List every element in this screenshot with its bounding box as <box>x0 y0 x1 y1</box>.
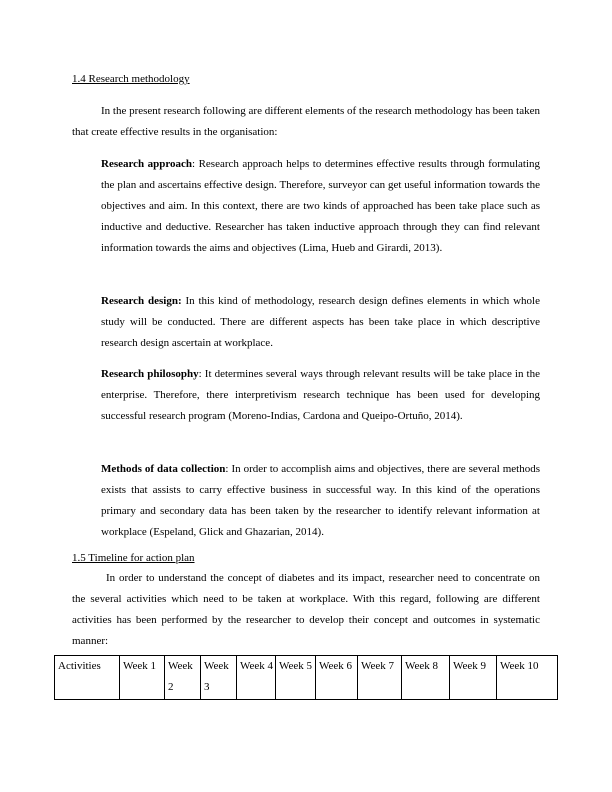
table-header-cell: Week 7 <box>358 656 402 700</box>
table-header-cell: Activities <box>55 656 120 700</box>
item-research-design <box>101 291 540 354</box>
table-header-cell: Week 10 <box>497 656 558 700</box>
table-header-cell: Week 5 <box>276 656 316 700</box>
table-header-cell: Week 2 <box>165 656 201 700</box>
table-header-cell: Week 6 <box>316 656 358 700</box>
item-term: Research design: <box>101 295 182 307</box>
timeline-table <box>54 655 558 700</box>
item-text: It determines several ways through relevant results will be take place in the enterprise. Therefore, there interpretivism research technique has been used for developing successful research program (Moreno-Indias, Cardona and Queipo-Ortuño, 2014). <box>101 368 540 422</box>
item-sep: : <box>192 158 196 170</box>
table-header-cell: Week 8 <box>402 656 450 700</box>
item-sep: : <box>198 368 202 380</box>
table-header-cell: Week 9 <box>450 656 497 700</box>
section-1-5-heading: 1.5 Timeline for action plan <box>72 552 195 564</box>
section-1-4-heading: 1.4 Research methodology <box>72 73 190 85</box>
item-term: Methods of data collection <box>101 463 226 475</box>
item-research-philosophy <box>101 364 540 427</box>
section-1-4-intro: In the present research following are different elements of the research methodology has been taken that create effective results in the organisation: <box>72 105 541 138</box>
item-text: In order to accomplish aims and objectives, there are several methods exists that assists to carry effective business in successful way. In this kind of the operations primary and secondary data has been taken by the researcher to identify relevant information at workplace (Espeland, Glick and Ghazarian, 2014). <box>101 463 540 538</box>
item-text: Research approach helps to determines effective results through formulating the plan and ascertains effective design. Therefore, surveyor can get useful information towards the objectives and aim. In this context, there are two kinds of approached has been take place such as inductive and deductive. Researcher has taken inductive approach through they can find relevant information towards the aims and objectives (Lima, Hueb and Girardi, 2013). <box>101 158 540 254</box>
item-text: In this kind of methodology, research design defines elements in which whole study will be conducted. There are different aspects has been take place in which descriptive research design ascertain at workplace. <box>101 295 540 349</box>
item-research-approach <box>101 154 540 259</box>
table-header-cell: Week 3 <box>201 656 237 700</box>
table-header-cell: Week 1 <box>120 656 165 700</box>
section-1-5-intro: In order to understand the concept of diabetes and its impact, researcher need to concentrate on the several activities which need to be taken at workplace. With this regard, following are different activities has been performed by the researcher to develop their concept and outcomes in systematic manner: <box>72 572 540 647</box>
item-data-collection <box>101 459 540 543</box>
item-sep: : <box>225 463 229 475</box>
item-term: Research approach <box>101 158 193 170</box>
item-term: Research philosophy <box>101 368 199 380</box>
table-header-cell: Week 4 <box>237 656 276 700</box>
table-header-row <box>55 656 558 700</box>
